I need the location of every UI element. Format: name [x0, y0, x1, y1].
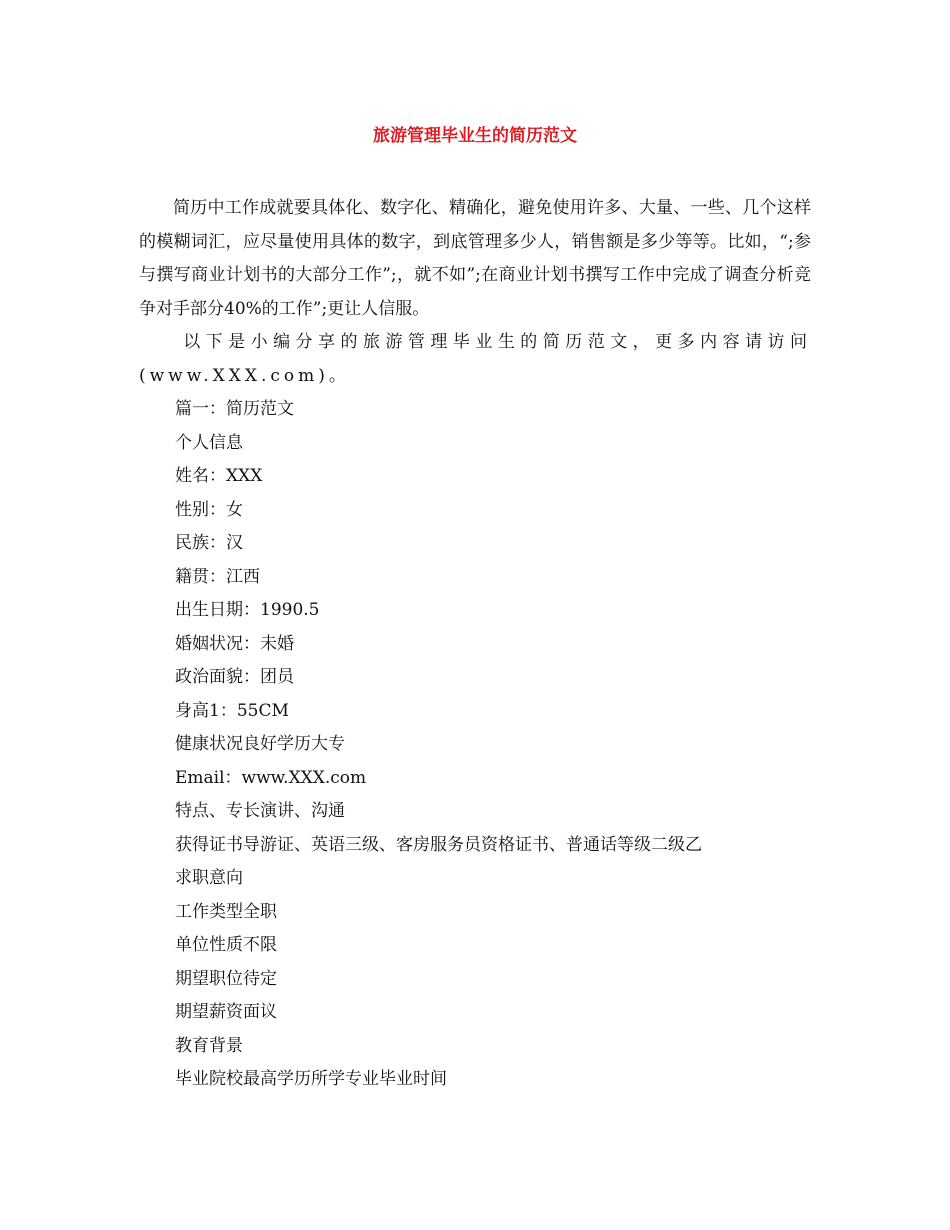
field-gender: 性别：女 — [175, 499, 243, 520]
field-political-status: 政治面貌：团员 — [175, 667, 294, 687]
field-certificates: 获得证书导游证、英语三级、客房服务员资格证书、普通话等级二级乙 — [175, 834, 702, 855]
education-table-header: 毕业院校最高学历所学专业毕业时间 — [175, 1069, 447, 1089]
section-heading-personal-info: 个人信息 — [175, 432, 243, 453]
document-body — [139, 192, 811, 1097]
section-heading-resume: 篇一：简历范文 — [175, 399, 294, 419]
field-ethnicity: 民族：汉 — [175, 533, 243, 553]
field-health-education: 健康状况良好学历大专 — [175, 734, 345, 754]
section-heading-education: 教育背景 — [175, 1035, 243, 1056]
page-title: 旅游管理毕业生的简历范文 — [373, 126, 577, 146]
field-height: 身高1：55CM — [175, 700, 289, 721]
field-name: 姓名：XXX — [175, 466, 263, 486]
field-expected-salary: 期望薪资面议 — [175, 1002, 277, 1022]
intro-paragraph-1: 简历中工作成就要具体化、数字化、精确化，避免使用许多、大量、一些、几个这样的模糊词汇，应尽量使用具体的数字，到底管理多少人，销售额是多少等等。比如，“;参与撰写商业计划书的大部分工作”;，就不如”;在商业计划书撰写工作中完成了调查分析竞争对手部分40%的工作”;更让人信服。 — [139, 198, 811, 319]
field-native-place: 籍贯：江西 — [175, 566, 260, 587]
field-marital-status: 婚姻状况：未婚 — [175, 633, 294, 654]
field-birth-date: 出生日期：1990.5 — [175, 600, 320, 620]
intro-paragraph-2: 以下是小编分享的旅游管理毕业生的简历范文，更多内容请访问(www.XXX.com)。 — [139, 332, 811, 386]
field-email: Email：www.XXX.com — [175, 767, 367, 788]
field-employer-type: 单位性质不限 — [175, 935, 277, 955]
field-job-type: 工作类型全职 — [175, 901, 277, 922]
field-expected-position: 期望职位待定 — [175, 968, 277, 989]
section-heading-job-intention: 求职意向 — [175, 868, 243, 888]
field-skills: 特点、专长演讲、沟通 — [175, 801, 345, 821]
